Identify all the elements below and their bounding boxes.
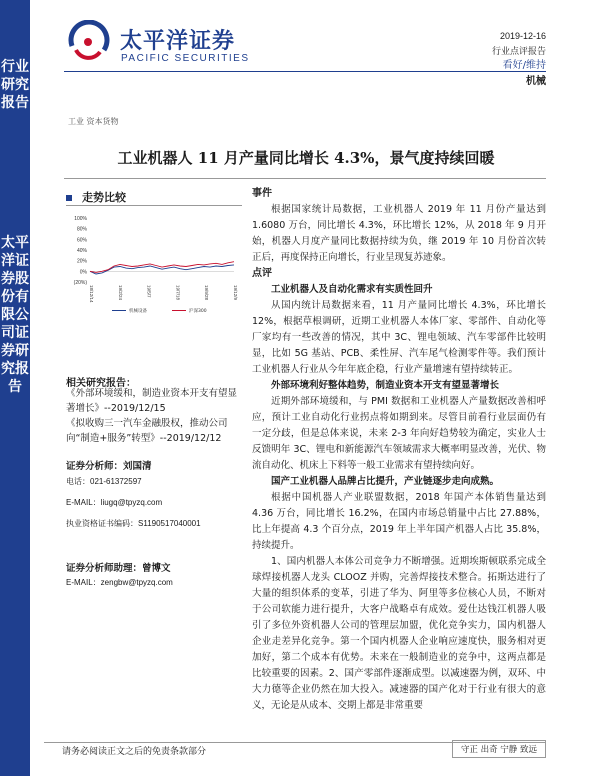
event-heading: 事件 (252, 188, 272, 199)
paragraph-3: 根据中国机器人产业联盟数据，2018 年国产本体销售量达到 4.36 万台，同比增长 16.2%，在国内市场总销量中占比 27.88%，比上年提高 4.3 个百分点，2019 年上半年国产机器人占比 35.8%，持续提升。 (252, 492, 546, 551)
y-tick-label: 20% (76, 258, 87, 265)
subheading-1 (252, 282, 546, 298)
left-sidebar (0, 0, 30, 776)
trend-heading (66, 189, 126, 205)
subheading-3 (252, 474, 546, 490)
brand-name-cn: 太平洋证券 (120, 29, 236, 54)
email-value[interactable]: liugq@tpyzq.com (100, 498, 163, 507)
x-tick-label: 19/2/24 (117, 285, 123, 301)
assistant-email (66, 577, 173, 588)
y-tick-label: 40% (76, 248, 87, 254)
header-divider (64, 71, 546, 72)
x-tick-label: 19/12/9 (233, 285, 238, 301)
subheading-3-text: 国产工业机器人品牌占比提升，产业链逐步走向成熟。 (271, 476, 500, 487)
analyst-email (66, 497, 162, 508)
related-item[interactable]: 《外部环境缓和，制造业资本开支有望显著增长》--2019/12/15 (66, 388, 238, 414)
footer-motto: 守正 出奇 宁静 致远 (452, 740, 546, 758)
report-type: 行业点评报告 (491, 47, 546, 57)
paragraph-1: 从国内统计局数据来看，11 月产量同比增长 4.3%，环比增长 12%，根据草根调研，近期工业机器人本体厂家、零部件、自动化等厂家均有一些改善的情况，其中 3C、锂电领域、汽车零部件比较明显，比如 5G 基站、PCB、柔性屏、汽车尾气检测零件等。我们预计工业机器人行业从今年年底企稳，行业产量增速有望持续转正。 (252, 300, 546, 375)
y-tick-label: 80% (76, 226, 87, 233)
brand-name-en: PACIFIC SECURITIES (121, 53, 250, 64)
footer-disclaimer: 请务必阅读正文之后的免责条款部分 (62, 747, 207, 757)
email-value[interactable]: zengbw@tpyzq.com (100, 578, 173, 587)
trend-divider (66, 205, 242, 206)
assistant-heading: 证券分析师助理：曾博文 (66, 563, 171, 574)
legend-label: 机械设备 (129, 309, 147, 314)
subheading-2-text: 外部环境利好整体趋势，制造业资本开支有望显著增长 (271, 380, 500, 391)
trend-chart (66, 212, 242, 318)
subheading-2 (252, 378, 546, 394)
phone-value: 021-61372597 (90, 477, 142, 486)
sidebar-company: 太平洋证券股份有限公司证券研究报告 (1, 235, 29, 395)
y-tick-label: 100% (74, 216, 87, 222)
related-list (66, 386, 242, 446)
x-tick-label: 19/7/18 (175, 285, 181, 301)
comment-heading: 点评 (252, 268, 272, 279)
pacific-securities-logo-icon (66, 20, 110, 64)
rating: 看好/维持 (502, 60, 546, 71)
x-tick-label: 19/9/28 (204, 285, 210, 301)
title-divider (64, 178, 546, 179)
y-tick-label: 60% (76, 237, 87, 244)
series-line (90, 265, 234, 274)
paragraph-2: 近期外部环境缓和，与 PMI 数据和工业机器人产量数据改善相呼应，预计工业自动化行业拐点将如期到来。尽管目前看行业层面仍有一定分歧，但是总体来说，未来 2-3 年向好趋势较为确定，实业人士反馈明年 3C、锂电和新能源汽车领域需求大概率明显改善，光伏、物流自动化、机床上下料等一般工业需求有望持续向好。 (252, 396, 546, 471)
y-tick-label: (20%) (73, 280, 87, 286)
report-date: 2019-12-16 (499, 31, 546, 41)
industry: 机械 (526, 76, 546, 87)
subheading-1-text: 工业机器人及自动化需求有实质性回升 (271, 284, 433, 295)
analyst-phone (66, 476, 142, 487)
related-item[interactable]: 《拟收购三一汽车金融股权，推动公司向“制造+服务”转型》--2019/12/12 (66, 418, 228, 444)
x-tick-label: 18/12/14 (89, 285, 94, 303)
sidebar-report-type: 行业研究报告 (1, 59, 29, 111)
legend-label: 沪深300 (189, 309, 207, 314)
license-value: S1190517040001 (138, 519, 201, 528)
trend-heading-text: 走势比较 (82, 191, 126, 204)
analyst-license (66, 518, 201, 529)
analyst-heading: 证券分析师：刘国清 (66, 461, 152, 472)
report-title: 工业机器人 11 月产量同比增长 4.3%，景气度持续回暖 (117, 149, 495, 167)
license-label: 执业资格证书编码： (66, 519, 138, 528)
email-label: E-MAIL： (66, 498, 101, 507)
x-tick-label: 19/5/7 (146, 285, 152, 298)
square-bullet-icon (66, 195, 72, 201)
related-heading: 相关研究报告： (66, 378, 136, 389)
category: 工业 资本货物 (68, 117, 119, 126)
body-column (252, 186, 546, 714)
y-tick-label: 0% (79, 269, 87, 276)
phone-label: 电话： (66, 477, 90, 486)
email-label: E-MAIL： (66, 578, 101, 587)
paragraph-4: 1、国内机器人本体公司竞争力不断增强。近期埃斯顿联系完成全球焊接机器人龙头 CLOOZ 并购，完善焊接技术整合。拓斯达进行了大量的组织体系的变革，引进了华为、阿里等多位核心人员，不断对于公司软能力进行提升，大客户战略卓有成效。爱仕达钱江机器人吸引了多位外资机器人公司的管理层加盟，优化竞争实力，国内机器人企业走差异化竞争。第一个国内机器人企业响应速度快，服务相对更加好，第二个成本有优势。未来在一般制造业的竞争中，这两点都是比较重要的因素。2、国产零部件逐渐成型。以减速器为例，双环、中大力德等企业仍然在加大投入。减速器的国产化对于行业有很大的意义，无论是从成本、交期上都是非常重要 (252, 556, 546, 711)
event-paragraph: 根据国家统计局数据，工业机器人 2019 年 11 月份产量达到 1.6080 万台，同比增长 4.3%，环比增长 12%，从 2018 年 9 月开始，机器人月度产量同比数据持续为负，继 2019 年 10 月份首次转正后，再度保持正向增长，行业呈现复苏迹象。 (252, 204, 546, 263)
